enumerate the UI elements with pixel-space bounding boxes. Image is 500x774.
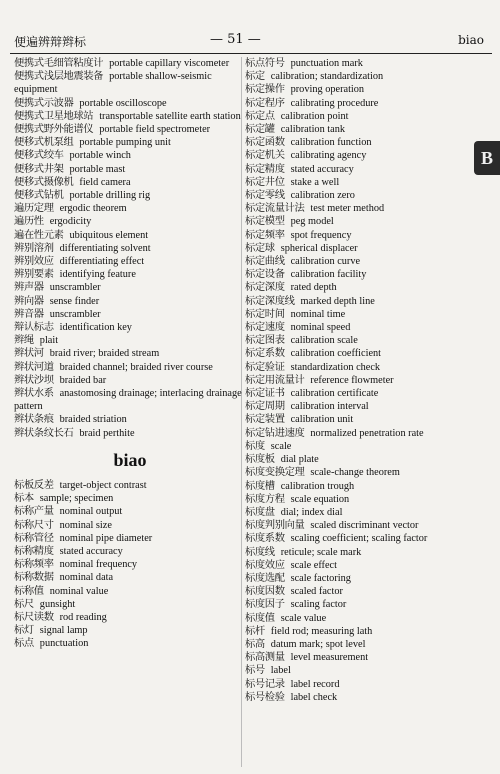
entry-headword: 辨别溶剂 — [14, 241, 54, 254]
entry-headword: 便移式井架 — [14, 162, 64, 175]
entry-translation: punctuation — [39, 638, 89, 650]
entry-headword: 遍在性元素 — [14, 228, 64, 241]
entry-translation: test meter method — [310, 203, 385, 215]
dictionary-entry — [245, 136, 477, 149]
entry-translation: scale value — [280, 612, 327, 624]
entry-translation: plait — [39, 335, 59, 347]
entry-translation: scale factoring — [290, 572, 351, 584]
dictionary-entry — [14, 611, 246, 624]
entry-headword: 标定井位 — [245, 175, 285, 188]
entry-headword: 标高 — [245, 637, 265, 650]
entry-translation: calibration tank — [280, 124, 346, 136]
dictionary-entry — [245, 559, 477, 572]
entry-headword: 标杆 — [245, 624, 265, 637]
right-column — [245, 57, 477, 704]
dictionary-entry — [14, 585, 246, 598]
entry-translation: calibration facility — [290, 269, 367, 281]
dictionary-entry — [245, 466, 477, 479]
dictionary-entry — [14, 334, 246, 347]
entry-translation: label — [270, 665, 291, 677]
dictionary-entry — [14, 110, 246, 123]
entry-headword: 标板反差 — [14, 478, 54, 491]
entry-translation: calibration scale — [290, 335, 358, 347]
header-rule — [10, 53, 492, 54]
dictionary-entry — [245, 268, 477, 281]
dictionary-entry — [245, 202, 477, 215]
dictionary-entry — [14, 202, 246, 215]
left-column — [14, 57, 246, 651]
entry-translation: calibration point — [280, 110, 349, 122]
entry-headword: 标定曲线 — [245, 255, 285, 268]
entry-translation: scale — [270, 440, 292, 452]
entry-headword: 标称产量 — [14, 505, 54, 518]
entry-translation: braided bar — [59, 374, 107, 386]
header-guide-words: 便遍辨辩辫标 — [14, 35, 87, 49]
entry-translation: calibration function — [290, 137, 372, 149]
entry-headword: 标称尺寸 — [14, 518, 54, 531]
entry-translation: differentiating effect — [59, 256, 145, 268]
dictionary-entry — [14, 413, 246, 426]
entry-headword: 标度变换定理 — [245, 466, 305, 479]
entry-translation: normalized penetration rate — [310, 427, 424, 439]
entry-translation: identifying feature — [59, 269, 136, 281]
dictionary-entry — [245, 427, 477, 440]
entry-headword: 辫绳 — [14, 334, 34, 347]
entry-headword: 便携式卫星地球站 — [14, 109, 94, 122]
entry-translation: label check — [290, 691, 338, 703]
dictionary-entry — [245, 585, 477, 598]
entry-headword: 标定装置 — [245, 413, 285, 426]
dictionary-entry — [245, 506, 477, 519]
dictionary-entry — [245, 255, 477, 268]
entry-headword: 标定钻进速度 — [245, 426, 305, 439]
dictionary-entry — [245, 453, 477, 466]
entry-translation: field camera — [79, 176, 131, 188]
entry-translation: portable mast — [69, 163, 126, 175]
entry-translation: dial; index dial — [280, 506, 343, 518]
entry-translation: datum mark; spot level — [270, 638, 366, 650]
dictionary-entry — [245, 308, 477, 321]
entry-headword: 辫状沙坝 — [14, 373, 54, 386]
entry-translation: scale effect — [290, 559, 337, 571]
entry-translation: portable winch — [69, 150, 131, 162]
dictionary-entry — [14, 123, 246, 136]
dictionary-entry — [14, 479, 246, 492]
entry-headword: 标定零线 — [245, 189, 285, 202]
entry-translation: gunsight — [39, 598, 76, 610]
entry-headword: 标度系数 — [245, 532, 285, 545]
entry-headword: 标灯 — [14, 624, 34, 637]
entry-headword: 标定深度线 — [245, 294, 295, 307]
dictionary-entry — [14, 571, 246, 584]
dictionary-entry — [14, 163, 246, 176]
dictionary-entry — [245, 625, 477, 638]
entry-headword: 标称值 — [14, 584, 44, 597]
entry-headword: 标高测量 — [245, 651, 285, 664]
entry-translation: portable drilling rig — [69, 190, 151, 202]
entry-translation: unscrambler — [49, 282, 101, 294]
entry-headword: 辨声器 — [14, 281, 44, 294]
entry-headword: 标定球 — [245, 241, 275, 254]
entry-translation: scaled factor — [290, 586, 343, 598]
entry-headword: 遍历定理 — [14, 202, 54, 215]
left-entries — [14, 57, 246, 440]
entry-headword: 辩认标志 — [14, 321, 54, 334]
entry-translation: nominal value — [49, 585, 109, 597]
dictionary-entry — [245, 678, 477, 691]
entry-translation: spherical displacer — [280, 242, 358, 254]
dictionary-entry — [14, 281, 246, 294]
entry-headword: 标定程序 — [245, 96, 285, 109]
dictionary-entry — [245, 215, 477, 228]
dictionary-entry — [14, 558, 246, 571]
entry-headword: 标定精度 — [245, 162, 285, 175]
dictionary-entry — [14, 215, 246, 228]
dictionary-entry — [245, 413, 477, 426]
dictionary-entry — [245, 598, 477, 611]
entry-translation: portable field spectrometer — [99, 124, 211, 136]
dictionary-entry — [245, 532, 477, 545]
dictionary-entry — [245, 347, 477, 360]
entry-translation: nominal speed — [290, 322, 351, 334]
entry-translation: label record — [290, 678, 340, 690]
entry-headword: 标定速度 — [245, 321, 285, 334]
entry-headword: 标称数据 — [14, 571, 54, 584]
entry-translation: calibration; standardization — [270, 71, 384, 83]
entry-translation: punctuation mark — [290, 58, 363, 69]
entry-translation: level measurement — [290, 652, 369, 664]
entry-headword: 辨向器 — [14, 294, 44, 307]
dictionary-entry — [245, 493, 477, 506]
entry-headword: 标本 — [14, 492, 34, 505]
dictionary-entry — [245, 334, 477, 347]
entry-translation: portable capillary viscometer — [109, 58, 230, 69]
entry-translation: scale-change theorem — [310, 467, 400, 479]
dictionary-entry — [14, 624, 246, 637]
dictionary-entry — [245, 295, 477, 308]
entry-headword: 便移式机泵组 — [14, 136, 74, 149]
entry-headword: 辫状河道 — [14, 360, 54, 373]
dictionary-entry — [14, 532, 246, 545]
dictionary-entry — [245, 163, 477, 176]
entry-headword: 标定频率 — [245, 228, 285, 241]
dictionary-entry — [14, 149, 246, 162]
entry-translation: portable pumping unit — [79, 137, 171, 149]
entry-headword: 便移式钻机 — [14, 189, 64, 202]
header-pinyin: biao — [458, 33, 484, 47]
dictionary-entry — [245, 281, 477, 294]
dictionary-entry — [14, 242, 246, 255]
dictionary-entry — [14, 387, 246, 413]
entry-headword: 标度因数 — [245, 585, 285, 598]
dictionary-entry — [245, 149, 477, 162]
dictionary-entry — [14, 136, 246, 149]
entry-headword: 标度盘 — [245, 505, 275, 518]
dictionary-entry — [245, 691, 477, 704]
entry-headword: 标定设备 — [245, 268, 285, 281]
entry-headword: 辫状条痕 — [14, 413, 54, 426]
dictionary-entry — [14, 427, 246, 440]
entry-translation: nominal data — [59, 572, 114, 584]
entry-headword: 标定图表 — [245, 334, 285, 347]
dictionary-entry — [245, 321, 477, 334]
entry-headword: 辫状河 — [14, 347, 44, 360]
entry-headword: 标度判别向量 — [245, 519, 305, 532]
entry-translation: standardization check — [290, 361, 381, 373]
entry-translation: braid perthite — [79, 427, 135, 439]
entry-translation: calibration unit — [290, 414, 354, 426]
dictionary-entry — [14, 598, 246, 611]
entry-headword: 标称频率 — [14, 558, 54, 571]
thumb-index-tab[interactable]: B — [474, 141, 500, 175]
entry-headword: 标称精度 — [14, 544, 54, 557]
entry-headword: 辫状条纹长石 — [14, 426, 74, 439]
entry-translation: ergodic theorem — [59, 203, 127, 215]
dictionary-entry — [14, 321, 246, 334]
dictionary-entry — [245, 638, 477, 651]
dictionary-entry — [14, 176, 246, 189]
entry-headword: 标度方程 — [245, 492, 285, 505]
entry-headword: 标号 — [245, 664, 265, 677]
entry-headword: 标度线 — [245, 545, 275, 558]
dictionary-entry — [14, 492, 246, 505]
entry-translation: braided channel; braided river course — [59, 361, 213, 373]
entry-translation: braid river; braided stream — [49, 348, 160, 360]
entry-translation: rated depth — [290, 282, 337, 294]
entry-translation: reticule; scale mark — [280, 546, 362, 558]
entry-translation: calibration certificate — [290, 388, 379, 400]
dictionary-entry — [245, 70, 477, 83]
entry-translation: braided striation — [59, 414, 127, 426]
entry-headword: 便携式毛细管粘度计 — [14, 57, 104, 69]
dictionary-entry — [245, 242, 477, 255]
entry-headword: 标点 — [14, 637, 34, 650]
entry-translation: nominal time — [290, 308, 346, 320]
entry-translation: nominal output — [59, 506, 123, 518]
entry-translation: nominal size — [59, 519, 112, 531]
entry-translation: peg model — [290, 216, 334, 228]
dictionary-entry — [245, 664, 477, 677]
dictionary-entry — [14, 637, 246, 650]
entry-translation: field rod; measuring lath — [270, 625, 373, 637]
entry-headword: 辨别效应 — [14, 255, 54, 268]
entry-headword: 标尺 — [14, 597, 34, 610]
entry-translation: sample; specimen — [39, 493, 114, 505]
entry-translation: portable shallow-seismic equipment — [14, 71, 212, 96]
dictionary-entry — [14, 70, 246, 96]
entry-translation: identification key — [59, 322, 132, 334]
entry-headword: 标定证书 — [245, 387, 285, 400]
entry-translation: rod reading — [59, 611, 107, 623]
page-number: — 51 — — [210, 32, 261, 47]
entry-headword: 标尺读数 — [14, 610, 54, 623]
dictionary-entry — [245, 374, 477, 387]
dictionary-entry — [245, 83, 477, 96]
entry-translation: reference flowmeter — [310, 374, 394, 386]
entry-headword: 标定 — [245, 70, 265, 83]
entry-translation: stated accuracy — [59, 545, 123, 557]
dictionary-entry — [14, 347, 246, 360]
entry-translation: calibration zero — [290, 190, 355, 202]
dictionary-entry — [14, 308, 246, 321]
dictionary-entry — [245, 189, 477, 202]
entry-translation: nominal frequency — [59, 559, 138, 571]
dictionary-entry — [245, 123, 477, 136]
entry-headword: 标度槽 — [245, 479, 275, 492]
entry-headword: 标定系数 — [245, 347, 285, 360]
dictionary-entry — [245, 572, 477, 585]
dictionary-entry — [245, 229, 477, 242]
dictionary-entry — [14, 255, 246, 268]
dictionary-entry — [14, 361, 246, 374]
dictionary-entry — [14, 295, 246, 308]
entry-headword: 标定操作 — [245, 83, 285, 96]
entry-headword: 标定模型 — [245, 215, 285, 228]
entry-headword: 标点符号 — [245, 57, 285, 69]
dictionary-entry — [245, 440, 477, 453]
entry-translation: dial plate — [280, 454, 319, 466]
dictionary-entry — [245, 176, 477, 189]
dictionary-entry — [14, 545, 246, 558]
entry-headword: 辨别要素 — [14, 268, 54, 281]
entry-translation: stake a well — [290, 176, 340, 188]
entry-translation: signal lamp — [39, 625, 88, 637]
entry-translation: target-object contrast — [59, 479, 147, 491]
entry-translation: ergodicity — [49, 216, 92, 228]
entry-translation: scale equation — [290, 493, 350, 505]
entry-translation: transportable satellite earth station — [99, 110, 241, 122]
entry-headword: 标定函数 — [245, 136, 285, 149]
entry-headword: 便移式摄像机 — [14, 175, 74, 188]
entry-translation: marked depth line — [300, 295, 375, 307]
entry-headword: 标定机关 — [245, 149, 285, 162]
entry-headword: 标称管径 — [14, 531, 54, 544]
entry-headword: 辫状水系 — [14, 387, 54, 400]
entry-translation: proving operation — [290, 84, 365, 96]
dictionary-entry — [245, 57, 477, 70]
dictionary-entry — [245, 651, 477, 664]
dictionary-entry — [245, 400, 477, 413]
entry-headword: 标度值 — [245, 611, 275, 624]
entry-headword: 标定深度 — [245, 281, 285, 294]
entry-headword: 便携式野外能谱仪 — [14, 123, 94, 136]
entry-headword: 便携式示波器 — [14, 96, 74, 109]
entry-headword: 标定流量计法 — [245, 202, 305, 215]
entry-headword: 标度因子 — [245, 598, 285, 611]
entry-headword: 便移式绞车 — [14, 149, 64, 162]
entry-headword: 标定周期 — [245, 400, 285, 413]
entry-headword: 标定点 — [245, 109, 275, 122]
entry-translation: portable oscilloscope — [79, 97, 167, 109]
entry-translation: calibration coefficient — [290, 348, 382, 360]
entry-translation: calibrating procedure — [290, 97, 379, 109]
dictionary-entry — [245, 361, 477, 374]
entry-headword: 标度效应 — [245, 558, 285, 571]
entry-translation: differentiating solvent — [59, 242, 151, 254]
entry-translation: anastomosing drainage; interlacing drainage pattern — [14, 388, 242, 413]
dictionary-entry — [14, 57, 246, 70]
entry-headword: 标度板 — [245, 453, 275, 466]
entry-translation: spot frequency — [290, 229, 352, 241]
dictionary-entry — [14, 229, 246, 242]
entry-headword: 辨音器 — [14, 307, 44, 320]
entry-headword: 标度 — [245, 439, 265, 452]
entry-translation: calibration trough — [280, 480, 355, 492]
dictionary-entry — [245, 546, 477, 559]
dictionary-entry — [245, 519, 477, 532]
dictionary-entry — [14, 519, 246, 532]
dictionary-entry — [245, 612, 477, 625]
entry-headword: 标定罐 — [245, 123, 275, 136]
entry-headword: 便携式浅层地震装备 — [14, 70, 104, 83]
entry-headword: 遍历性 — [14, 215, 44, 228]
dictionary-entry — [14, 505, 246, 518]
entry-headword: 标号检验 — [245, 690, 285, 703]
entry-headword: 标定验证 — [245, 360, 285, 373]
dictionary-entry — [14, 189, 246, 202]
entry-headword: 标定用流量计 — [245, 373, 305, 386]
dictionary-entry — [14, 374, 246, 387]
entry-translation: scaling factor — [290, 599, 347, 611]
entry-translation: calibration curve — [290, 256, 361, 268]
dictionary-entry — [14, 268, 246, 281]
entry-translation: scaled discriminant vector — [310, 520, 419, 532]
entry-translation: scaling coefficient; scaling factor — [290, 533, 428, 545]
entry-translation: ubiquitous element — [69, 229, 149, 241]
dictionary-entry — [245, 387, 477, 400]
dictionary-entry — [245, 97, 477, 110]
page-header — [0, 0, 500, 49]
entry-translation: calibration interval — [290, 401, 369, 413]
entry-translation: stated accuracy — [290, 163, 354, 175]
entry-headword: 标度选配 — [245, 571, 285, 584]
entry-headword: 标号记录 — [245, 677, 285, 690]
entry-translation: sense finder — [49, 295, 100, 307]
dictionary-entry — [245, 480, 477, 493]
entry-translation: calibrating agency — [290, 150, 367, 162]
section-heading: biao — [113, 449, 147, 470]
left-entries-after — [14, 479, 246, 651]
entry-translation: unscrambler — [49, 308, 101, 320]
dictionary-entry — [14, 97, 246, 110]
dictionary-entry — [245, 110, 477, 123]
entry-headword: 标定时间 — [245, 307, 285, 320]
entry-translation: nominal pipe diameter — [59, 532, 153, 544]
